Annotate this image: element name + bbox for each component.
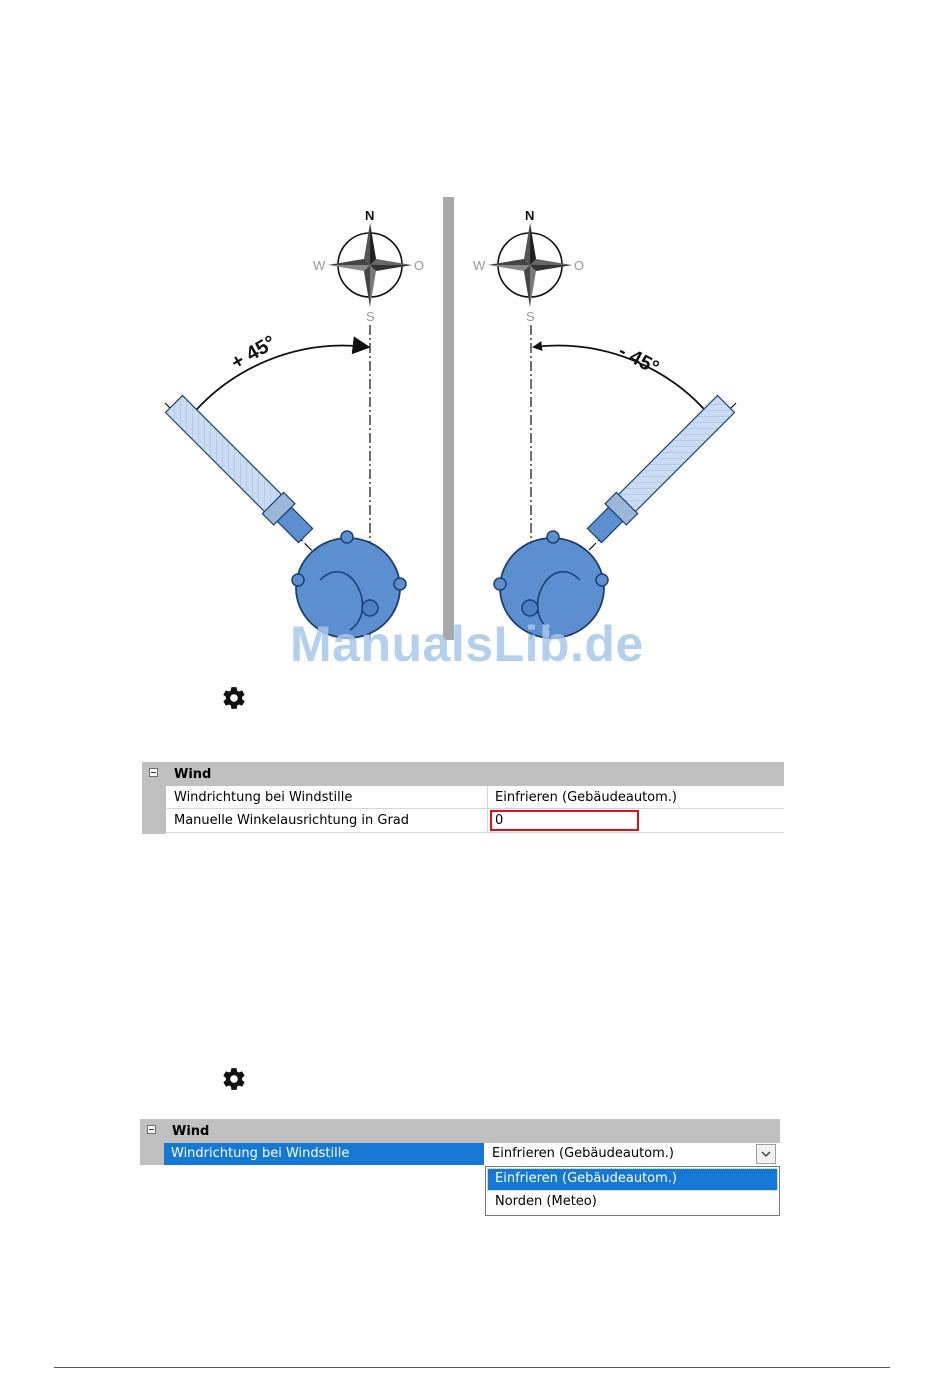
left-compass-west-label: W	[313, 258, 326, 273]
angle-value-input[interactable]	[490, 810, 639, 831]
gear-icon	[221, 685, 247, 711]
right-compass-west-label: W	[473, 258, 486, 273]
left-angle-label: + 45°	[227, 331, 280, 375]
option-label: Norden (Meteo)	[495, 1194, 597, 1209]
wind-sensor-orientation-diagram	[150, 190, 760, 680]
property-name: Windrichtung bei Windstille	[174, 790, 353, 805]
footer-divider	[54, 1367, 890, 1368]
right-compass-south-label: S	[526, 309, 535, 324]
dropdown-button[interactable]	[756, 1144, 776, 1164]
category-label: Wind	[174, 767, 212, 782]
right-panel	[473, 208, 737, 640]
category-row-wind[interactable]	[142, 762, 784, 786]
angle-value: 0	[495, 813, 504, 828]
chevron-down-icon	[757, 1145, 775, 1163]
dropdown-option-norden[interactable]	[488, 1192, 777, 1213]
property-value[interactable]: Einfrieren (Gebäudeautom.)	[495, 790, 677, 805]
combo-value[interactable]: Einfrieren (Gebäudeautom.)	[492, 1146, 674, 1161]
left-compass-north-label: N	[365, 208, 375, 223]
right-compass	[473, 208, 584, 324]
left-compass-east-label: O	[414, 258, 425, 273]
grid-gutter	[142, 786, 166, 834]
right-angle-label: - 45°	[614, 339, 663, 380]
collapse-toggle-icon[interactable]	[149, 768, 158, 777]
property-row-winkelausrichtung[interactable]	[166, 809, 784, 833]
dropdown-list	[485, 1166, 780, 1216]
wind-property-grid	[142, 762, 784, 834]
right-compass-east-label: O	[574, 258, 585, 273]
gear-icon	[221, 1066, 247, 1092]
property-name: Manuelle Winkelausrichtung in Grad	[174, 813, 410, 828]
right-compass-north-label: N	[525, 208, 535, 223]
wind-property-grid-dropdown	[140, 1119, 780, 1219]
left-panel	[163, 208, 424, 640]
center-divider	[443, 197, 454, 640]
collapse-toggle-icon[interactable]	[147, 1125, 156, 1134]
left-wind-sensor	[163, 393, 406, 638]
property-name: Windrichtung bei Windstille	[171, 1146, 350, 1161]
category-label: Wind	[172, 1124, 210, 1139]
watermark: ManualsLib.de	[290, 616, 644, 672]
property-row-windrichtung[interactable]	[164, 1143, 780, 1165]
property-row-windrichtung[interactable]	[166, 786, 784, 809]
right-wind-sensor	[494, 393, 737, 638]
option-label: Einfrieren (Gebäudeautom.)	[495, 1171, 677, 1186]
grid-gutter	[140, 1143, 164, 1165]
category-row-wind[interactable]	[140, 1119, 780, 1143]
left-compass	[313, 208, 424, 324]
dropdown-option-einfrieren[interactable]	[488, 1169, 777, 1190]
left-compass-south-label: S	[366, 309, 375, 324]
